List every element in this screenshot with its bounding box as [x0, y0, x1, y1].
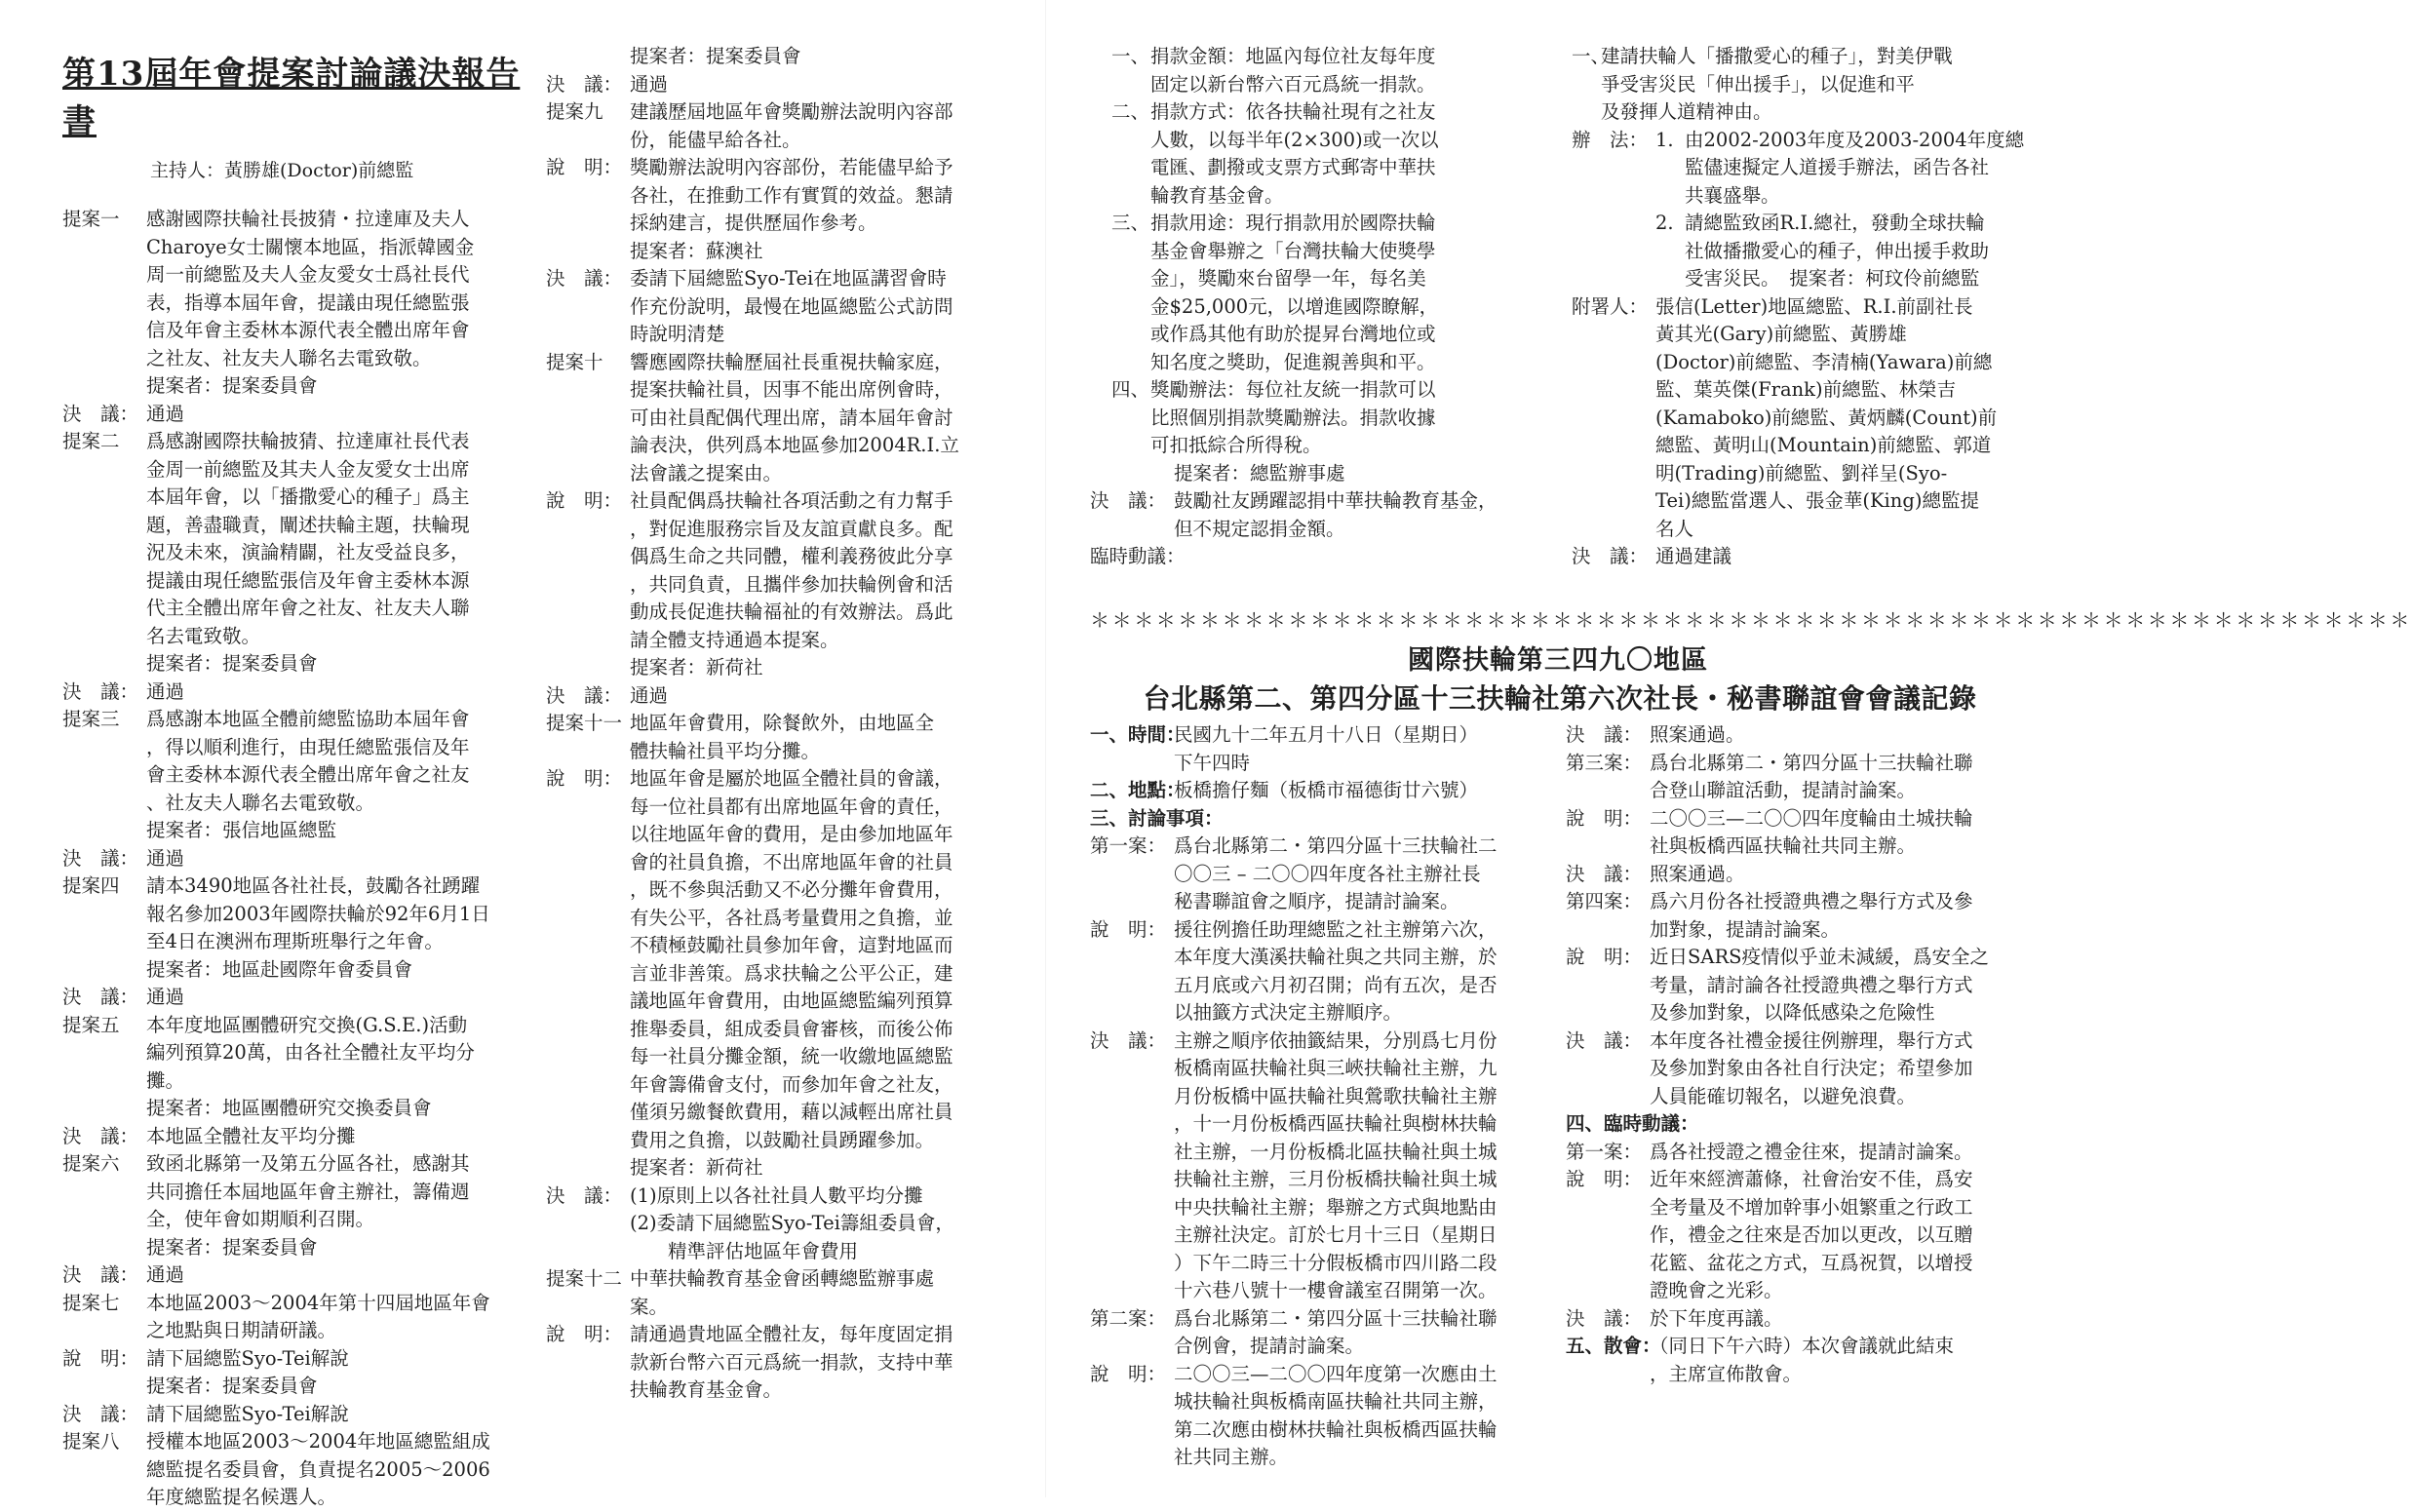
proposal-text: 響應國際扶輪歷屆社長重視扶輪家庭， 提案扶輪社員，因事不能出席例會時， 可由社員配偶代理出席，請本屆年會討 論表決，供列爲本地區參加2004R.I.立 法會議之提案由。 — [630, 350, 959, 485]
minutes-place-text: 板橋擔仔麵（板橋市福德街廿六號） — [1174, 779, 1479, 801]
proposal-explain-text: 請通過貴地區全體社友，每年度固定捐 款新台幣六百元爲統一捐款，支持中華 扶輪教育基金會。 — [630, 1323, 953, 1401]
proposal — [546, 710, 1004, 765]
proposal-text: 本年度地區團體研究交換(G.S.E.)活動 編列預算20萬，由各社全體社友平均分 攤。 — [146, 1013, 475, 1092]
minutes-case-topic — [1566, 750, 2034, 805]
proposal-explain — [546, 154, 1004, 238]
minutes-case-resolution — [1566, 1027, 2034, 1111]
minutes-column-left — [1090, 721, 1548, 1472]
proposal-item — [62, 428, 521, 706]
proposal — [546, 98, 1004, 154]
proposal-resolution — [62, 1401, 521, 1429]
extra-motion-label: 臨時動議： — [1090, 545, 1186, 567]
minutes-case-topic — [1090, 1305, 1548, 1361]
proposal-resolution — [62, 1123, 521, 1151]
minutes-extra-label: 四、臨時動議： — [1566, 1112, 1699, 1135]
proposal-explain-text: 地區年會是屬於地區全體社員的會議， 每一位社員都有出席地區年會的責任， 以往地區年會的費用，是由參加地區年 會的社員負擔，不出席地區年會的社員 ，既不參與活動又不必分攤年會費用， 有失公平，各社爲考量費用之負擔，並 不積極鼓勵社員參加年會，這對地區而 言並非善策。爲求扶輪之公平公正，建 議地區年會費用，由地區總監編列預算 推舉委員，組成委員會審核，而後公佈 每一社員分攤金額，統一收繳地區總監 年會籌備會支付，而參加年會之社友， 僅須另繳餐飲費用，藉以減輕出席社員 費用之負擔，以鼓勵社員踴躍參加。 — [630, 767, 953, 1151]
method-item — [1655, 210, 2036, 293]
fold-line — [1045, 0, 1046, 1497]
fund-point-text: 獎勵辦法：每位社友統一捐款可以 比照個別捐款獎勵辦法。捐款收據 可扣抵綜合所得稅。 — [1150, 378, 1436, 456]
proposal — [62, 1428, 521, 1512]
proposal — [62, 206, 521, 372]
minutes-case-resolution-text: 於下年度再議。 — [1650, 1306, 1783, 1330]
method-item — [1655, 127, 2036, 211]
proposal-label: 提案三 — [62, 708, 120, 730]
proposal-explain-text: 社員配偶爲扶輪社各項活動之有力幫手 ，對促進服務宗旨及友誼貢獻良多。配 偶爲生命之共同體，權利義務彼此分享 ，共同負責，且攜伴參加扶輪例會和活 動成長促進扶輪福祉的有效辦法。爲此 請全體支持通過本提案。 — [630, 489, 953, 651]
minutes-case-explain — [1090, 1361, 1548, 1472]
proposal-item — [62, 706, 521, 872]
proposal-resolution-label: 決 議： — [62, 1263, 139, 1286]
proposal-explain-text: 請下屆總監Syo-Tei解說 — [146, 1346, 349, 1370]
proposal-text: 授權本地區2003～2004年地區總監組成 總監提名委員會，負責提名2005～2006 年度總監提名候選人。 — [146, 1430, 490, 1508]
minutes-case-explain — [1566, 1166, 2034, 1305]
proposal-text: 請本3490地區各社社長，鼓勵各社踴躍 報名參加2003年國際扶輪於92年6月1日 至4日在澳洲布理斯班舉行之年會。 — [146, 874, 490, 952]
proposal-explain — [62, 1345, 521, 1374]
minutes-case-topic-label: 第一案： — [1090, 834, 1167, 857]
proposal — [62, 872, 521, 956]
proposal-explain-label: 說 明： — [546, 1323, 623, 1345]
fund-point-num: 二、 — [1111, 100, 1150, 123]
minutes-case-topic-label: 第四案： — [1566, 890, 1643, 912]
minutes-case-explain-text: 二〇〇三—二〇〇四年度第一次應由土 城扶輪社與板橋南區扶輪社共同主辦， 第二次應由樹林扶輪社與板橋西區扶輪 社共同主辦。 — [1174, 1362, 1498, 1468]
minutes-case-explain-label: 說 明： — [1566, 806, 1643, 830]
proposal-resolution-text: 通過 — [146, 986, 185, 1008]
proposal-resolution-label: 決 議： — [546, 1183, 623, 1207]
proposal-explain — [546, 487, 1004, 654]
minutes-case-resolution-label: 決 議： — [1566, 862, 1643, 885]
method-num: 2. — [1655, 212, 1674, 234]
minutes-case-resolution-text: 主辦之順序依抽籤結果，分別爲七月份 板橋南區扶輪社與三峽扶輪社主辦，九 月份板橋中區扶輪社與鶯歌扶輪社主辦 ，十一月份板橋西區扶輪社與樹林扶輪 社主辦，一月份板橋北區扶輪社與土城 扶輪社主辦，三月份板橋扶輪社與土城 中央扶輪社主辦；舉辦之方式與地點由 主辦社決定。訂於七月十三日（星期日 ）下午二時三十分假板橋市四川路二段 十六巷八號十一樓會議室召開第一次。 — [1174, 1028, 1498, 1301]
extra-motion-text: 建請扶輪人「播撒愛心的種子」，對美伊戰 爭受害災民「伸出援手」，以促進和平 及發揮人道精神由。 — [1601, 45, 1953, 123]
minutes-place-label: 二、地點： — [1090, 779, 1186, 801]
proposal-label: 提案十 — [546, 350, 603, 373]
proposal-proposer: 提案者：地區團體研究交換委員會 — [146, 1097, 432, 1119]
minutes-case-topic-label: 第三案： — [1566, 751, 1643, 774]
fund-point-text: 捐款用途：現行捐款用於國際扶輪 基金會舉辦之「台灣扶輪大使獎學 金」，獎勵來台留學一年，每名美 金$25,000元，以增進國際瞭解， 或作爲其他有助於提昇台灣地位或 知名度之獎助，促進親善與和平。 — [1150, 212, 1439, 373]
proposal-item — [62, 206, 521, 428]
proposal-resolution-label: 決 議： — [62, 986, 139, 1008]
cosign-label: 附署人： — [1572, 294, 1649, 318]
star-divider: ＊＊＊＊＊＊＊＊＊＊＊＊＊＊＊＊＊＊＊＊＊＊＊＊＊＊＊＊＊＊＊＊＊＊＊＊＊＊＊＊＊＊＊＊＊＊＊＊＊＊＊＊＊＊＊＊＊＊＊＊ — [1090, 608, 2412, 632]
fund-point — [1090, 43, 1548, 98]
minutes-case-topic — [1566, 1139, 2034, 1167]
fund-point — [1090, 210, 1548, 376]
final-resolution-text: 通過建議 — [1655, 545, 1732, 567]
minutes-case-topic-label: 第二案： — [1090, 1306, 1167, 1330]
minutes-heading-district: 國際扶輪第三四九〇地區 — [1408, 645, 1708, 676]
proposal-explain — [546, 765, 1004, 1154]
proposal-resolution — [62, 845, 521, 873]
proposal-resolution-text: 通過 — [146, 846, 185, 870]
proposal-resolution-text: 通過 — [146, 679, 185, 703]
column-2 — [546, 43, 1004, 1405]
proposal-resolution-text: 通過 — [630, 72, 669, 96]
proposal-resolution — [546, 682, 1004, 711]
minutes-close-label: 五、散會： — [1566, 1335, 1661, 1357]
fund-resolution-label: 決 議： — [1090, 489, 1167, 512]
minutes-case-topic — [1566, 888, 2034, 944]
minutes-case-topic-text: 爲六月份各社授證典禮之舉行方式及參 加對象，提請討論案。 — [1650, 890, 1973, 941]
proposal-explain-text: 獎勵辦法說明內容部份，若能儘早給予 各社，在推動工作有實質的效益。懇請 採納建言，提供歷屆作參考。 — [630, 156, 953, 234]
proposal-resolution-text: 請下屆總監Syo-Tei解說 — [146, 1402, 349, 1425]
minutes-close-text: （同日下午六時）本次會議就此結束 ，主席宣佈散會。 — [1650, 1335, 1955, 1385]
proposal-explain — [546, 1321, 1004, 1405]
proposal — [62, 428, 521, 650]
proposal-label: 提案九 — [546, 100, 603, 123]
minutes-discuss-label: 三、討論事項： — [1090, 806, 1224, 830]
proposal-text: 致函北縣第一及第五分區各社，感謝其 共同擔任本屆地區年會主辦社，籌備週 全，使年會如期順利召開。 — [146, 1152, 470, 1230]
method-text: 請總監致函R.I.總社，發動全球扶輪 社做播撒愛心的種子，伸出援手救助 受害災民。 提案者：柯玟伶前總監 — [1685, 212, 1990, 290]
proposal-resolution — [62, 678, 521, 707]
proposal-explain-label: 說 明： — [546, 767, 623, 790]
minutes-case-topic-text: 爲台北縣第二・第四分區十三扶輪社聯 合登山聯誼活動，提請討論案。 — [1650, 751, 1973, 801]
minutes-case-continued — [1566, 721, 2034, 750]
proposal-resolution-label: 決 議： — [546, 267, 623, 290]
minutes-case-explain-label: 說 明： — [1566, 946, 1643, 968]
fund-proposer: 提案者：總監辦事處 — [1174, 461, 1345, 485]
proposal-proposer: 提案者：張信地區總監 — [146, 819, 337, 841]
proposal-resolution-text: 本地區全體社友平均分攤 — [146, 1124, 356, 1147]
proposal — [546, 1265, 1004, 1321]
column-4 — [1572, 43, 2036, 571]
method-text: 由2002-2003年度及2003-2004年度總 監儘速擬定人道援手辦法，函告各社 共襄盛舉。 — [1685, 128, 2025, 207]
proposal-text: 地區年會費用，除餐飲外，由地區全 體扶輪社員平均分攤。 — [630, 712, 935, 762]
proposal-proposer: 提案者：蘇澳社 — [630, 239, 763, 262]
proposal-resolution-label: 決 議： — [62, 1402, 139, 1425]
minutes-case-resolution — [1566, 1305, 2034, 1334]
minutes-close — [1566, 1333, 2034, 1388]
proposal-resolution-label: 決 議： — [546, 72, 623, 96]
minutes-case-explain-text: 二〇〇三—二〇〇四年度輪由土城扶輪 社與板橋西區扶輪社共同主辦。 — [1650, 806, 1973, 857]
proposal-item — [62, 1150, 521, 1290]
proposal-proposer: 提案者：提案委員會 — [146, 374, 318, 397]
proposal-explain-label: 說 明： — [546, 156, 623, 178]
proposal-resolution-label: 決 議： — [62, 402, 139, 425]
proposal-proposer: 提案者：提案委員會 — [630, 45, 801, 67]
proposal-item — [62, 1428, 521, 1512]
minutes-case-topic-text: 爲台北縣第二・第四分區十三扶輪社聯 合例會，提請討論案。 — [1174, 1306, 1498, 1357]
minutes-case — [1566, 888, 2034, 1110]
minutes-case-resolution-label: 決 議： — [1090, 1028, 1167, 1052]
fund-point — [1090, 98, 1548, 210]
proposal-resolution-label: 決 議： — [62, 1124, 139, 1147]
minutes-place — [1090, 777, 1548, 805]
proposal-item — [546, 710, 1004, 1265]
proposal-label: 提案八 — [62, 1430, 120, 1453]
extra-motion-num: 一、 — [1572, 45, 1611, 67]
proposal — [62, 1012, 521, 1096]
fund-point-num: 四、 — [1111, 378, 1150, 401]
proposal-item — [62, 1290, 521, 1429]
proposal-proposer: 提案者：新荷社 — [630, 1156, 763, 1179]
final-resolution-label: 決 議： — [1572, 545, 1649, 567]
proposal-text: 本地區2003～2004年第十四屆地區年會 之地點與日期請研議。 — [146, 1291, 490, 1341]
proposal — [62, 706, 521, 817]
minutes-time-text: 民國九十二年五月十八日（星期日） 下午四時 — [1174, 723, 1479, 774]
minutes-case-resolution-text: 照案通過。 — [1650, 723, 1745, 746]
proposal-label: 提案十一 — [546, 712, 623, 734]
final-resolution — [1572, 543, 2036, 571]
minutes-case-topic-text: 爲台北縣第二・第四分區十三扶輪社二 〇〇三 – 二〇〇四年度各社主辦社長 秘書聯誼會之順序，提請討論案。 — [1174, 834, 1498, 912]
proposal-text: 爲感謝本地區全體前總監協助本屆年會 ，得以順利進行，由現任總監張信及年 會主委林本源代表全體出席年會之社友 、社友夫人聯名去電致敬。 — [146, 708, 470, 814]
minutes-case-topic-text: 爲各社授證之禮金往來，提請討論案。 — [1650, 1140, 1973, 1163]
minutes-case-resolution — [1566, 861, 2034, 889]
proposal-item — [546, 349, 1004, 711]
proposal-item — [546, 98, 1004, 349]
proposal-label: 提案七 — [62, 1291, 120, 1314]
proposal-label: 提案二 — [62, 430, 120, 452]
proposal-label: 提案五 — [62, 1013, 120, 1036]
column-3 — [1090, 43, 1548, 571]
minutes-heading-title: 台北縣第二、第四分區十三扶輪社第六次社長・秘書聯誼會會議記錄 — [1143, 682, 1977, 715]
proposal-explain-label: 說 明： — [62, 1346, 139, 1370]
proposal-proposer: 提案者：提案委員會 — [146, 652, 318, 675]
fund-resolution-text: 鼓勵社友踴躍認捐中華扶輪教育基金， 但不規定認捐金額。 — [1174, 489, 1498, 540]
proposal-proposer: 提案者：提案委員會 — [146, 1375, 318, 1397]
minutes-case-explain — [1566, 805, 2034, 861]
proposal-item — [62, 1012, 521, 1151]
proposal-item-continued — [546, 43, 1004, 98]
proposal-text: 感謝國際扶輪社長披猜・拉達庫及夫人 Charoye女士關懷本地區，指派韓國金 周一前總監及夫人金友愛女士爲社長代 表，指導本屆年會，提議由現任總監張 信及年會主委林本源代表全體出席年會 之社友、社友夫人聯名去電致敬。 — [146, 208, 475, 369]
extra-motion-item — [1572, 43, 2036, 127]
proposal-label: 提案四 — [62, 874, 120, 897]
proposal — [546, 349, 1004, 488]
minutes-time-label: 一、時間： — [1090, 723, 1186, 746]
proposal-resolution-text: 通過 — [146, 402, 185, 425]
minutes-case-explain-label: 說 明： — [1566, 1168, 1643, 1190]
minutes-case-resolution — [1566, 721, 2034, 750]
minutes-case-explain-label: 說 明： — [1090, 917, 1167, 941]
proposal — [62, 1290, 521, 1345]
minutes-case-resolution-text: 照案通過。 — [1650, 862, 1745, 885]
method-label: 辦 法： — [1572, 128, 1649, 151]
minutes-case-explain — [1090, 916, 1548, 1027]
proposal — [62, 1150, 521, 1234]
minutes-case — [1566, 750, 2034, 889]
minutes-case-resolution-text: 本年度各社禮金援往例辦理，舉行方式 及參加對象由各社自行決定；希望參加 人員能確切報名，以避免浪費。 — [1650, 1028, 1973, 1107]
proposal-explain-label: 說 明： — [546, 489, 623, 512]
proposal-resolution-text: 通過 — [146, 1263, 185, 1286]
minutes-case — [1090, 1305, 1548, 1472]
proposal-resolution-text: 委請下屆總監Syo-Tei在地區講習會時 作充份說明，最慢在地區總監公式訪問 時說明清楚 — [630, 267, 953, 345]
fund-point-text: 捐款方式：依各扶輪社現有之社友 人數，以每半年(2×300)或一次以 電匯、劃撥或支票方式郵寄中華扶 輪教育基金會。 — [1150, 100, 1439, 207]
proposal-resolution — [62, 984, 521, 1012]
minutes-case — [1090, 833, 1548, 1305]
fund-resolution — [1090, 487, 1548, 543]
cosign-text: 張信(Letter)地區總監、R.I.前副社長 黃其光(Gary)前總監、黃勝雄 (Doctor)前總監、李清楠(Yawara)前總 監、葉英傑(Frank)前總監、林榮吉 (Kamaboko)前總監、黃炳麟(Count)前 總監、黃明山(Mountain)前總監、郭道 明(Trading)前總監、劉祥呈(Syo- Tei)總監當選人、張金華(King)總監提 名人 — [1655, 294, 1998, 540]
report-host: 主持人：黃勝雄(Doctor)前總監 — [150, 160, 414, 181]
proposal-resolution-label: 決 議： — [546, 683, 623, 707]
method-block — [1572, 127, 2036, 293]
column-1 — [62, 47, 521, 1512]
proposal-resolution-label: 決 議： — [62, 679, 139, 703]
proposal-text: 建議歷屆地區年會獎勵辦法說明內容部 份，能儘早給各社。 — [630, 100, 953, 151]
fund-point — [1090, 376, 1548, 460]
proposal-item — [62, 872, 521, 1012]
proposal-resolution — [546, 71, 1004, 99]
proposal-resolution-label: 決 議： — [62, 846, 139, 870]
minutes-case — [1566, 1139, 2034, 1334]
report-title: 第13屆年會提案討論議決報告書 — [62, 55, 521, 141]
minutes-case-resolution — [1090, 1027, 1548, 1305]
proposal-resolution — [62, 1261, 521, 1290]
minutes-case-explain-text: 近日SARS疫情似乎並未減緩，爲安全之 考量，請討論各社授證典禮之舉行方式 及參加對象，以降低感染之危險性 — [1650, 946, 1989, 1024]
proposal-item — [546, 1265, 1004, 1405]
proposal-resolution-text: (1)原則上以各社社員人數平均分攤 (2)委請下屆總監Syo-Tei籌組委員會， 精準評估地區年會費用 — [630, 1183, 954, 1262]
proposal-resolution — [546, 1182, 1004, 1266]
minutes-case-explain — [1566, 944, 2034, 1027]
minutes-case-explain-text: 援往例擔任助理總監之社主辦第六次， 本年度大漢溪扶輪社與之共同主辦，於 五月底或六月初召開；尚有五次，是否 以抽籤方式決定主辦順序。 — [1174, 917, 1498, 1024]
minutes-case-resolution-label: 決 議： — [1566, 1028, 1643, 1052]
minutes-case-topic-label: 第一案： — [1566, 1140, 1643, 1163]
minutes-case-explain-label: 說 明： — [1090, 1362, 1167, 1385]
proposal-proposer: 提案者：新荷社 — [630, 656, 763, 678]
proposal-label: 提案十二 — [546, 1267, 623, 1290]
minutes-time — [1090, 721, 1548, 777]
minutes-column-right — [1566, 721, 2034, 1388]
fund-point-num: 一、 — [1111, 45, 1150, 67]
fund-point-num: 三、 — [1111, 212, 1150, 234]
proposal-text: 中華扶輪教育基金會函轉總監辦事處 案。 — [630, 1267, 935, 1318]
proposal-label: 提案六 — [62, 1152, 120, 1175]
cosign-block — [1572, 293, 2036, 544]
minutes-case-resolution-label: 決 議： — [1566, 1306, 1643, 1330]
proposal-resolution — [62, 401, 521, 429]
proposal-text: 爲感謝國際扶輪披猜、拉達庫社長代表 金周一前總監及其夫人金友愛女士出席 本屆年會，以「播撒愛心的種子」爲主 題，善盡職責，闡述扶輪主題，扶輪現 況及未來，演論精闢，社友受益良多， 提議由現任總監張信及年會主委林本源 代主全體出席年會之社友、社友夫人聯 名去電致敬。 — [146, 430, 470, 647]
method-num: 1. — [1655, 128, 1674, 151]
minutes-case-explain-text: 近年來經濟蕭條，社會治安不佳，爲安 全考量及不增加幹事小姐繁重之行政工 作，禮金之往來是否加以更改，以互贈 花籃、盆花之方式，互爲祝賀，以增授 證晚會之光彩。 — [1650, 1168, 1973, 1301]
proposal-label: 提案一 — [62, 208, 120, 230]
proposal-resolution — [546, 265, 1004, 349]
fund-point-text: 捐款金額：地區內每位社友每年度 固定以新台幣六百元爲統一捐款。 — [1150, 45, 1436, 96]
minutes-case-topic — [1090, 833, 1548, 916]
proposal-resolution-text: 通過 — [630, 683, 669, 707]
proposal-proposer: 提案者：地區赴國際年會委員會 — [146, 957, 413, 981]
proposal-proposer: 提案者：提案委員會 — [146, 1235, 318, 1259]
minutes-case-resolution-label: 決 議： — [1566, 723, 1643, 746]
